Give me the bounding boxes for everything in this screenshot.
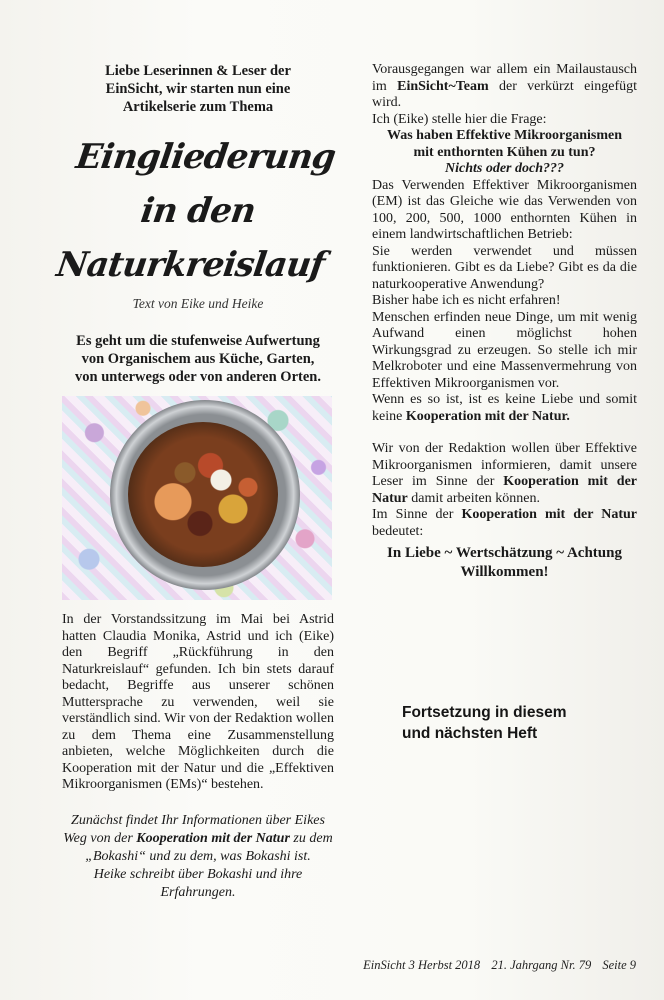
italic-bold-1: Kooperation mit der Natur	[136, 830, 290, 846]
left-paragraph: In der Vorstandssitzung im Mai bei Astrid hatten Claudia Monika, Astrid und ich (Eike) den Begriff „Rückführung in den Naturkreislauf“ gefunden. Ich bin stets darauf bedacht, Begriffe aus unserer schönen Muttersprache zu verwenden, weil sie verständlich sind. Wir von der Redaktion wollen zu dem Thema eine Zusammenstellung anbieten, welche Möglichkeiten durch die Kooperation mit der Natur und die „Effektiven Mikroorganismen (EMs)“ bestehen.	[62, 612, 334, 792]
p8-bold: Kooperation mit der Natur	[372, 474, 637, 506]
right-column	[372, 62, 637, 582]
footer-magazine: EinSicht 3 Herbst 2018	[363, 958, 481, 972]
right-paragraph-7	[372, 392, 637, 425]
right-paragraph-2: Ich (Eike) stelle hier die Frage:	[372, 111, 547, 127]
p8-text: Wir von der Redaktion wollen über Effektive Mikroorganismen informieren, damit unsere Leser im Sinne der	[372, 441, 637, 489]
p8-text-end: damit arbeiten können.	[407, 490, 540, 506]
right-paragraph-5: Bisher habe ich es nicht erfahren!	[372, 293, 561, 308]
byline: Text von Eike und Heike	[132, 296, 264, 311]
question-line-3: Nichts oder doch???	[445, 161, 564, 176]
organic-waste	[128, 422, 278, 567]
left-column	[54, 62, 338, 902]
footer-issue: 21. Jahrgang Nr. 79	[491, 958, 592, 972]
right-paragraph-4: Sie werden verwendet und müssen funktionieren. Gibt es da Liebe? Gibt es da die naturkooperative Anwendung?	[372, 243, 637, 292]
article-title	[51, 130, 346, 292]
lead-line-2: von Organischem aus Küche, Garten,	[81, 351, 315, 367]
p9-text-end: bedeutet:	[372, 523, 424, 539]
italic-part-2: zu dem „Bokashi“ und zu dem, was Bokashi ist.	[85, 830, 333, 864]
p1-text-end: der verkürzt eingefügt wird.	[372, 78, 638, 110]
intro-line-2: EinSicht, wir starten nun eine	[105, 81, 291, 97]
compost-bowl-photo	[62, 396, 332, 600]
p1-text: Vorausgegangen war allem ein Mailaustausch im	[372, 62, 637, 94]
p9-text: Im Sinne der	[372, 507, 462, 522]
right-paragraph-3: Das Verwenden Effektiver Mikroorganismen (EM) ist das Gleiche wie das Verwenden von 100, 200, 500, 1000 enthornten Kühen in einem landwirtschaftlichen Betrieb:	[372, 177, 637, 242]
p7-text: Wenn es so ist, ist es keine Liebe und somit keine	[372, 392, 637, 424]
lead-line-3: von unterwegs oder von anderen Orten.	[75, 369, 321, 385]
p9-bold: Kooperation mit der Natur	[461, 507, 637, 522]
title-line-1: Eingliederung	[73, 137, 338, 177]
intro-text	[66, 62, 330, 116]
question-line-1: Was haben Effektive Mikroorganismen	[386, 128, 623, 143]
right-paragraph-8	[372, 441, 637, 507]
note-line-1: Fortsetzung in diesem	[402, 704, 567, 721]
italic-summary	[62, 812, 334, 902]
right-paragraph-1	[372, 62, 637, 112]
closing-line-1: In Liebe ~ Wertschätzung ~ Achtung	[387, 545, 622, 561]
lead-line-1: Es geht um die stufenweise Aufwertung	[76, 333, 320, 349]
note-line-2: und nächsten Heft	[402, 725, 538, 742]
footer-page-number: Seite 9	[602, 958, 636, 972]
title-line-3: Naturkreislauf	[54, 245, 327, 285]
question-line-2: mit enthornten Kühen zu tun?	[413, 144, 596, 160]
page-footer	[355, 958, 636, 973]
intro-line-3: Artikelserie zum Thema	[122, 99, 274, 115]
closing-line-2: Willkommen!	[460, 564, 549, 580]
continuation-note	[402, 702, 602, 744]
title-line-2: in den	[138, 191, 258, 231]
p1-bold: EinSicht~Team	[397, 78, 489, 94]
italic-part-1: Zunächst findet Ihr Informationen über Eikes Weg von der	[63, 812, 325, 846]
italic-part-3: Heike schreibt über Bokashi und ihre Erfahrungen.	[93, 866, 303, 900]
intro-line-1: Liebe Leserinnen & Leser der	[105, 63, 291, 79]
right-paragraph-6: Menschen erfinden neue Dinge, um mit wenig Aufwand einen möglichst hohen Wirkungsgrad zu erzeugen. So stelle ich mir Melkroboter und eine Massenvermehrung von Effektiven Mikroorganismen vor.	[372, 309, 637, 391]
right-paragraph-9	[372, 507, 637, 540]
p7-bold: Kooperation mit der Natur.	[405, 408, 570, 424]
lead-text	[62, 332, 334, 386]
